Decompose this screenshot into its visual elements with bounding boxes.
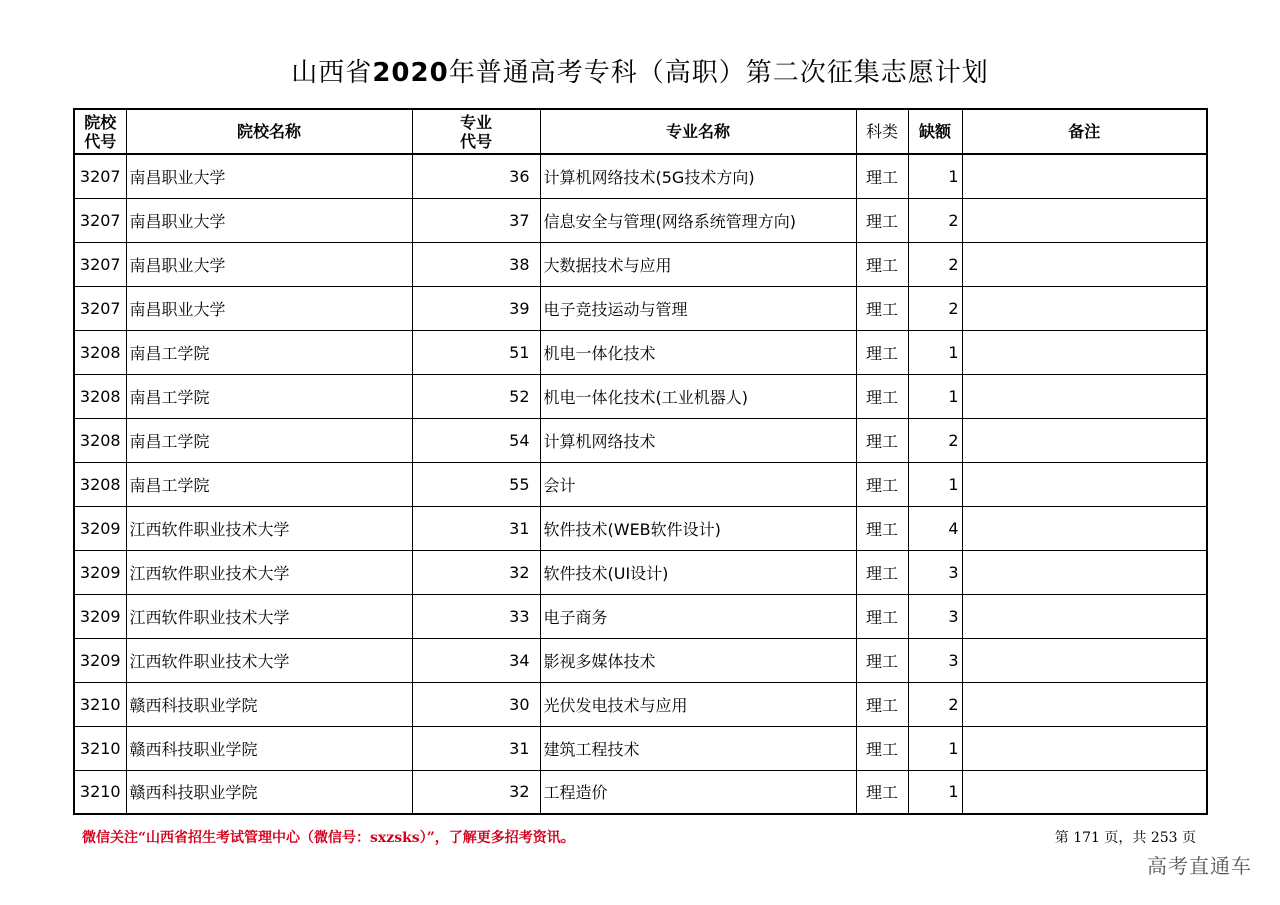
cell-vacancies: 3 [908,638,962,682]
cell-school-code: 3208 [74,462,126,506]
cell-major-code: 33 [412,594,540,638]
cell-school-code: 3209 [74,594,126,638]
page-title [0,56,1280,90]
cell-remarks [962,682,1207,726]
cell-major-name: 软件技术(WEB软件设计) [540,506,856,550]
table-row [74,154,1207,198]
cell-school-code: 3210 [74,726,126,770]
cell-major-name: 会计 [540,462,856,506]
cell-vacancies: 1 [908,330,962,374]
cell-remarks [962,550,1207,594]
cell-vacancies: 2 [908,242,962,286]
table-row [74,682,1207,726]
header-major-name: 专业名称 [540,109,856,154]
header-school-name: 院校名称 [126,109,412,154]
cell-school-code: 3209 [74,506,126,550]
cell-school-name: 南昌职业大学 [126,198,412,242]
cell-category: 理工 [856,462,908,506]
cell-school-code: 3207 [74,242,126,286]
cell-vacancies: 4 [908,506,962,550]
cell-major-name: 电子商务 [540,594,856,638]
table-row [74,418,1207,462]
cell-major-code: 52 [412,374,540,418]
cell-vacancies: 1 [908,462,962,506]
table-body [74,154,1207,814]
cell-school-code: 3208 [74,330,126,374]
cell-school-code: 3207 [74,198,126,242]
cell-category: 理工 [856,594,908,638]
cell-remarks [962,506,1207,550]
cell-remarks [962,154,1207,198]
title-suffix: 年普通高考专科（高职）第二次征集志愿计划 [448,58,989,88]
cell-major-name: 计算机网络技术 [540,418,856,462]
cell-remarks [962,198,1207,242]
cell-major-code: 30 [412,682,540,726]
cell-remarks [962,286,1207,330]
cell-major-code: 32 [412,550,540,594]
cell-major-code: 36 [412,154,540,198]
table-row [74,286,1207,330]
cell-school-name: 赣西科技职业学院 [126,770,412,814]
cell-remarks [962,462,1207,506]
cell-category: 理工 [856,242,908,286]
header-remarks: 备注 [962,109,1207,154]
cell-major-code: 38 [412,242,540,286]
table-row [74,638,1207,682]
cell-major-name: 软件技术(UI设计) [540,550,856,594]
cell-major-code: 37 [412,198,540,242]
cell-school-name: 南昌工学院 [126,374,412,418]
cell-major-code: 32 [412,770,540,814]
cell-major-name: 计算机网络技术(5G技术方向) [540,154,856,198]
cell-category: 理工 [856,198,908,242]
cell-category: 理工 [856,770,908,814]
cell-school-name: 南昌职业大学 [126,242,412,286]
cell-vacancies: 2 [908,682,962,726]
header-school-code: 院校 代号 [74,109,126,154]
cell-school-code: 3208 [74,374,126,418]
cell-category: 理工 [856,550,908,594]
enrollment-plan-table [73,108,1208,815]
cell-major-code: 34 [412,638,540,682]
header-major-code: 专业 代号 [412,109,540,154]
cell-category: 理工 [856,286,908,330]
table-row [74,462,1207,506]
cell-school-code: 3210 [74,770,126,814]
cell-vacancies: 1 [908,154,962,198]
cell-major-name: 工程造价 [540,770,856,814]
cell-major-code: 55 [412,462,540,506]
cell-vacancies: 1 [908,770,962,814]
table-row [74,726,1207,770]
cell-major-code: 31 [412,506,540,550]
cell-remarks [962,638,1207,682]
cell-category: 理工 [856,682,908,726]
cell-school-name: 南昌工学院 [126,418,412,462]
cell-school-name: 江西软件职业技术大学 [126,594,412,638]
cell-school-name: 赣西科技职业学院 [126,726,412,770]
title-year: 2020 [372,58,449,88]
cell-category: 理工 [856,638,908,682]
cell-school-name: 江西软件职业技术大学 [126,638,412,682]
cell-school-code: 3210 [74,682,126,726]
cell-major-code: 39 [412,286,540,330]
cell-remarks [962,726,1207,770]
cell-major-name: 机电一体化技术 [540,330,856,374]
cell-category: 理工 [856,374,908,418]
cell-school-code: 3209 [74,638,126,682]
cell-major-name: 影视多媒体技术 [540,638,856,682]
cell-school-name: 赣西科技职业学院 [126,682,412,726]
table-header-row [74,109,1207,154]
cell-category: 理工 [856,418,908,462]
header-vacancies: 缺额 [908,109,962,154]
cell-remarks [962,594,1207,638]
cell-major-name: 光伏发电技术与应用 [540,682,856,726]
cell-vacancies: 1 [908,726,962,770]
cell-remarks [962,242,1207,286]
cell-major-name: 建筑工程技术 [540,726,856,770]
cell-school-name: 江西软件职业技术大学 [126,550,412,594]
table-row [74,330,1207,374]
cell-school-name: 江西软件职业技术大学 [126,506,412,550]
table-row [74,594,1207,638]
table-row [74,550,1207,594]
cell-vacancies: 2 [908,286,962,330]
cell-school-code: 3207 [74,154,126,198]
cell-vacancies: 3 [908,594,962,638]
table-row [74,374,1207,418]
cell-category: 理工 [856,506,908,550]
cell-school-code: 3208 [74,418,126,462]
cell-major-name: 信息安全与管理(网络系统管理方向) [540,198,856,242]
table-row [74,506,1207,550]
title-prefix: 山西省 [291,58,373,88]
table-row [74,242,1207,286]
cell-remarks [962,374,1207,418]
footer-wechat-note: 微信关注“山西省招生考试管理中心（微信号：sxzsks）”，了解更多招考资讯。 [82,830,575,846]
page-number: 第 171 页，共 253 页 [1054,830,1196,846]
table-row [74,198,1207,242]
cell-school-code: 3207 [74,286,126,330]
cell-major-name: 大数据技术与应用 [540,242,856,286]
cell-remarks [962,418,1207,462]
cell-vacancies: 1 [908,374,962,418]
cell-major-code: 54 [412,418,540,462]
cell-remarks [962,330,1207,374]
cell-category: 理工 [856,726,908,770]
cell-vacancies: 2 [908,198,962,242]
cell-remarks [962,770,1207,814]
cell-school-name: 南昌工学院 [126,462,412,506]
cell-category: 理工 [856,330,908,374]
table-row [74,770,1207,814]
cell-category: 理工 [856,154,908,198]
cell-school-code: 3209 [74,550,126,594]
cell-major-code: 31 [412,726,540,770]
cell-major-code: 51 [412,330,540,374]
cell-vacancies: 3 [908,550,962,594]
cell-major-name: 电子竞技运动与管理 [540,286,856,330]
watermark-text: 高考直通车 [1147,854,1252,878]
header-category: 科类 [856,109,908,154]
cell-vacancies: 2 [908,418,962,462]
cell-school-name: 南昌职业大学 [126,286,412,330]
cell-school-name: 南昌工学院 [126,330,412,374]
cell-major-name: 机电一体化技术(工业机器人) [540,374,856,418]
cell-school-name: 南昌职业大学 [126,154,412,198]
